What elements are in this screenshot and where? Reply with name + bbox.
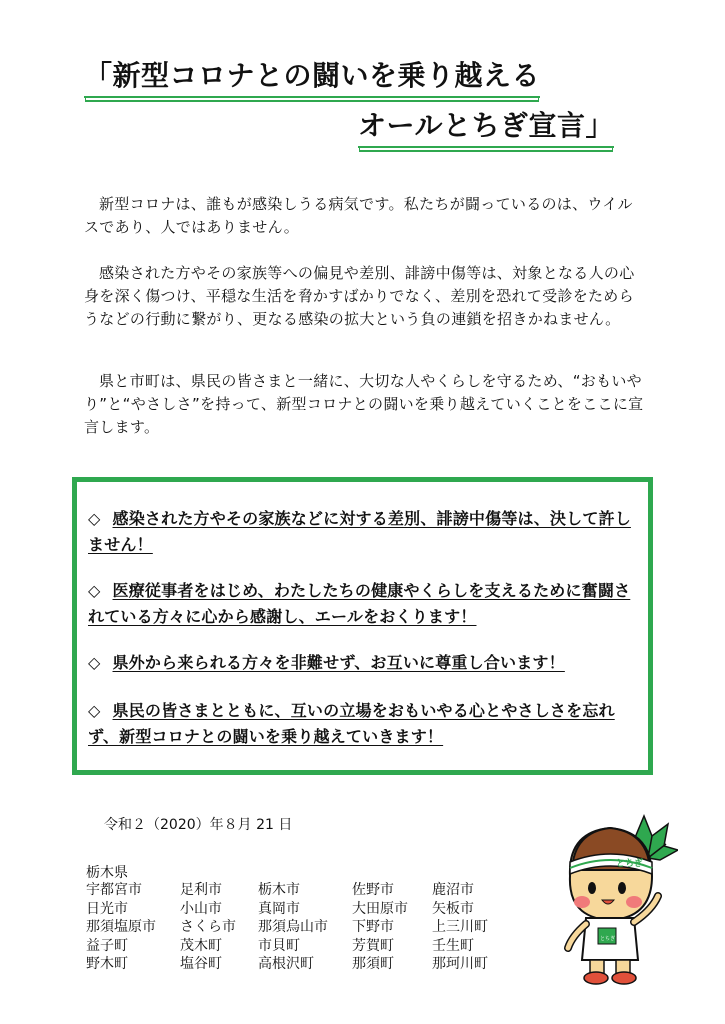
diamond-icon: ◇: [88, 701, 101, 720]
diamond-icon: ◇: [88, 581, 101, 600]
municipality-name: 芳賀町: [352, 937, 394, 954]
municipality-name: 市貝町: [258, 937, 300, 954]
municipality-name: 塩谷町: [180, 956, 222, 972]
municipality-name: 鹿沼市: [432, 882, 474, 898]
tochigi-mascot-illustration: [548, 810, 678, 990]
declaration-date: 令和２（2020）年８月 21 日: [104, 817, 293, 833]
municipality-name: さくら市: [180, 919, 236, 935]
headband-label: とちぎ: [616, 859, 644, 869]
declaration-item: ◇ 県外から来られる方々を非難せず、お互いに尊重し合います！: [88, 653, 565, 672]
municipality-name: 那珂川町: [432, 956, 488, 972]
municipality-name: 矢板市: [432, 900, 474, 917]
title-line-2: オールとちぎ宣言」: [358, 108, 614, 148]
paragraph-declaration-intro: 県と市町は、県民の皆さまと一緒に、大切な人やくらしを守るため、“おもいやり”と“やさしさ”を持って、新型コロナとの闘いを乗り越えていくことをここに宣言します。: [84, 372, 644, 436]
municipality-name: 宇都宮市: [86, 882, 142, 898]
title-line-1: 「新型コロナとの闘いを乗り越える: [84, 58, 540, 98]
declaration-item: ◇ 医療従事者をはじめ、わたしたちの健康やくらしを支えるために奮闘されている方々に心から感謝し、エールをおくります！: [88, 581, 631, 626]
municipality-name: 下野市: [352, 919, 394, 935]
municipality-name: 茂木町: [180, 937, 222, 954]
municipality-name: 真岡市: [258, 900, 300, 917]
shirt-label: とちぎ: [600, 936, 616, 942]
declaration-item: ◇ 県民の皆さまとともに、互いの立場をおもいやる心とやさしさを忘れず、新型コロナとの闘いを乗り越えていきます！: [88, 701, 615, 746]
municipality-name: 小山市: [180, 900, 222, 917]
diamond-icon: ◇: [88, 509, 101, 528]
municipality-name: 上三川町: [432, 919, 488, 935]
diamond-icon: ◇: [88, 653, 101, 672]
municipality-name: 高根沢町: [258, 956, 314, 972]
municipality-name: 栃木市: [258, 882, 300, 898]
municipality-name: 壬生町: [432, 937, 474, 954]
municipality-name: 佐野市: [352, 882, 394, 898]
municipality-name: 足利市: [180, 882, 222, 898]
prefecture-name: 栃木県: [86, 865, 128, 881]
municipality-grid: [86, 881, 522, 974]
paragraph-intro: 新型コロナは、誰もが感染しうる病気です。私たちが闘っているのは、ウイルスであり、人ではありません。: [84, 195, 633, 236]
municipality-name: 益子町: [86, 937, 128, 954]
declaration-item: ◇ 感染された方やその家族などに対する差別、誹謗中傷等は、決して許しません！: [88, 509, 631, 554]
municipality-name: 那須町: [352, 956, 394, 972]
municipality-name: 那須烏山市: [258, 919, 328, 935]
municipality-name: 野木町: [86, 956, 128, 972]
paragraph-discrimination: 感染された方やその家族等への偏見や差別、誹謗中傷等は、対象となる人の心身を深く傷つけ、平穏な生活を脅かすばかりでなく、差別を恐れて受診をためらうなどの行動に繋がり、更なる感染の拡大という負の連鎖を招きかねません。: [84, 264, 635, 328]
municipality-name: 日光市: [86, 900, 128, 917]
municipality-name: 那須塩原市: [86, 919, 156, 935]
municipality-name: 大田原市: [352, 900, 408, 917]
